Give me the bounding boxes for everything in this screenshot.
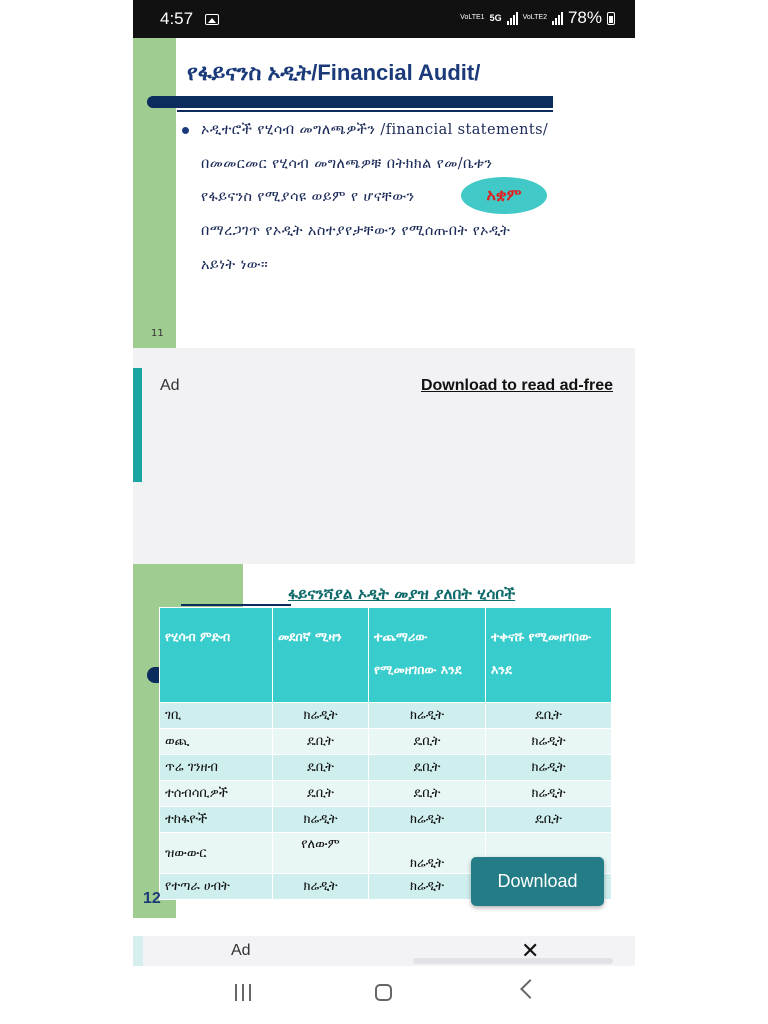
- home-icon[interactable]: [375, 984, 392, 1001]
- table-cell: ገቢ: [160, 703, 273, 729]
- slide-financial-audit[interactable]: [133, 38, 635, 348]
- table-cell: ክሬዲት: [273, 874, 369, 900]
- bottom-ad-content: [413, 958, 613, 964]
- table-cell: ተከፋዮች: [160, 807, 273, 833]
- table-row: [160, 755, 612, 781]
- table-cell: ወጪ: [160, 729, 273, 755]
- bottom-ad-accent: [133, 936, 143, 966]
- table-cell: ዴቢት: [273, 755, 369, 781]
- title-rule: [181, 604, 291, 606]
- ad-label: Ad: [160, 377, 180, 394]
- status-indicators: [460, 8, 615, 28]
- table-cell: የተጣራ ሀብት: [160, 874, 273, 900]
- table-cell: ዴቢት: [273, 781, 369, 807]
- slide-number: 12: [143, 890, 161, 907]
- bottom-ad-label: Ad: [231, 942, 251, 959]
- sim2-volte-tag: VoLTE2: [522, 14, 547, 21]
- signal-strength-2-icon: [552, 11, 563, 25]
- battery-percentage: 78%: [567, 8, 602, 27]
- table-cell: ክሬዲት: [486, 729, 612, 755]
- table-cell: ክሬዲት: [486, 755, 612, 781]
- slide-text-line: በማረጋገጥ የኦዲት አስተያየታቸውን የሚሰጡበት የኦዲት: [201, 223, 511, 239]
- table-cell: ክሬዲት: [369, 807, 486, 833]
- slide-text-line: አይነት ነው።: [201, 257, 269, 273]
- table-cell: ክሬዲት: [273, 703, 369, 729]
- table-cell: ጥሬ ገንዘብ: [160, 755, 273, 781]
- table-row: [160, 781, 612, 807]
- gallery-notification-icon: [205, 14, 219, 25]
- network-5g-tag: 5G: [489, 13, 502, 23]
- table-cell: ዴቢት: [369, 781, 486, 807]
- table-row: [160, 703, 612, 729]
- table-cell: ተሰብሳቢዎች: [160, 781, 273, 807]
- slide-number: 11: [151, 328, 164, 339]
- bullet-point-icon: [182, 127, 189, 134]
- table-cell: ዴቢት: [486, 703, 612, 729]
- slide-title: የፋይናንስ ኦዲት/Financial Audit/: [187, 60, 481, 85]
- table-header-row: [160, 608, 612, 703]
- highlight-word: አቋም: [486, 185, 522, 204]
- table-cell: ክሬዲት: [369, 833, 486, 874]
- status-bar: [133, 0, 635, 38]
- navigation-bar: [133, 966, 635, 1024]
- table-cell: ዴቢት: [369, 729, 486, 755]
- table-cell: ዴቢት: [486, 807, 612, 833]
- slide-text-line: የፋይናንስ የሚያሳዩ ወይም የ ሆናቸውን: [201, 189, 415, 205]
- table-cell: ክሬዲት: [486, 781, 612, 807]
- table-cell: የለውም: [273, 833, 369, 874]
- table-cell: ዴቢት: [273, 729, 369, 755]
- phone-screen: [133, 0, 635, 1024]
- table-header-cell: ተጨማሪው የሚመዘገበው እንደ: [369, 608, 486, 703]
- slide-decor-strip: [133, 38, 176, 348]
- table-row: [160, 729, 612, 755]
- table-header-cell: መደበኛ ሚዛን: [273, 608, 369, 703]
- table-header-cell: የሂሳብ ምድብ: [160, 608, 273, 703]
- back-icon[interactable]: [520, 979, 540, 999]
- table-cell: ክሬዲት: [273, 807, 369, 833]
- recents-icon[interactable]: [235, 984, 251, 1001]
- download-ad-free-link[interactable]: Download to read ad-free: [420, 377, 613, 394]
- signal-strength-1-icon: [507, 11, 518, 25]
- battery-icon: [607, 12, 615, 25]
- slide-text-line: ኦዲተሮች የሂሳብ መግለጫዎችን /financial statements/: [201, 122, 549, 138]
- slide-title: ፋይናንሻያል ኦዲት መያዝ ያለበት ሂሳቦች: [288, 585, 516, 603]
- slide-decor-corner: [133, 564, 243, 608]
- status-time: 4:57: [160, 9, 194, 28]
- download-button[interactable]: Download: [471, 857, 604, 906]
- title-underline-bar: [147, 96, 553, 108]
- ad-block[interactable]: [133, 348, 635, 564]
- table-header-cell: ተቀናሹ የሚመዘገበው እንደ: [486, 608, 612, 703]
- ad-accent-bar: [133, 368, 142, 482]
- sim1-volte-tag: VoLTE1: [460, 14, 485, 21]
- table-cell: ክሬዲት: [369, 874, 486, 900]
- title-underline-thin: [177, 110, 553, 112]
- table-row: [160, 807, 612, 833]
- table-cell: ክሬዲት: [369, 703, 486, 729]
- close-ad-icon[interactable]: ✕: [521, 939, 540, 964]
- table-cell: ዴቢት: [369, 755, 486, 781]
- table-cell: ዝውውር: [160, 833, 273, 874]
- bottom-ad-banner[interactable]: [133, 936, 635, 966]
- slide-text-line: በመመርመር የሂሳብ መግለጫዎቹ በትክክል የመ/ቤቱን: [201, 156, 493, 172]
